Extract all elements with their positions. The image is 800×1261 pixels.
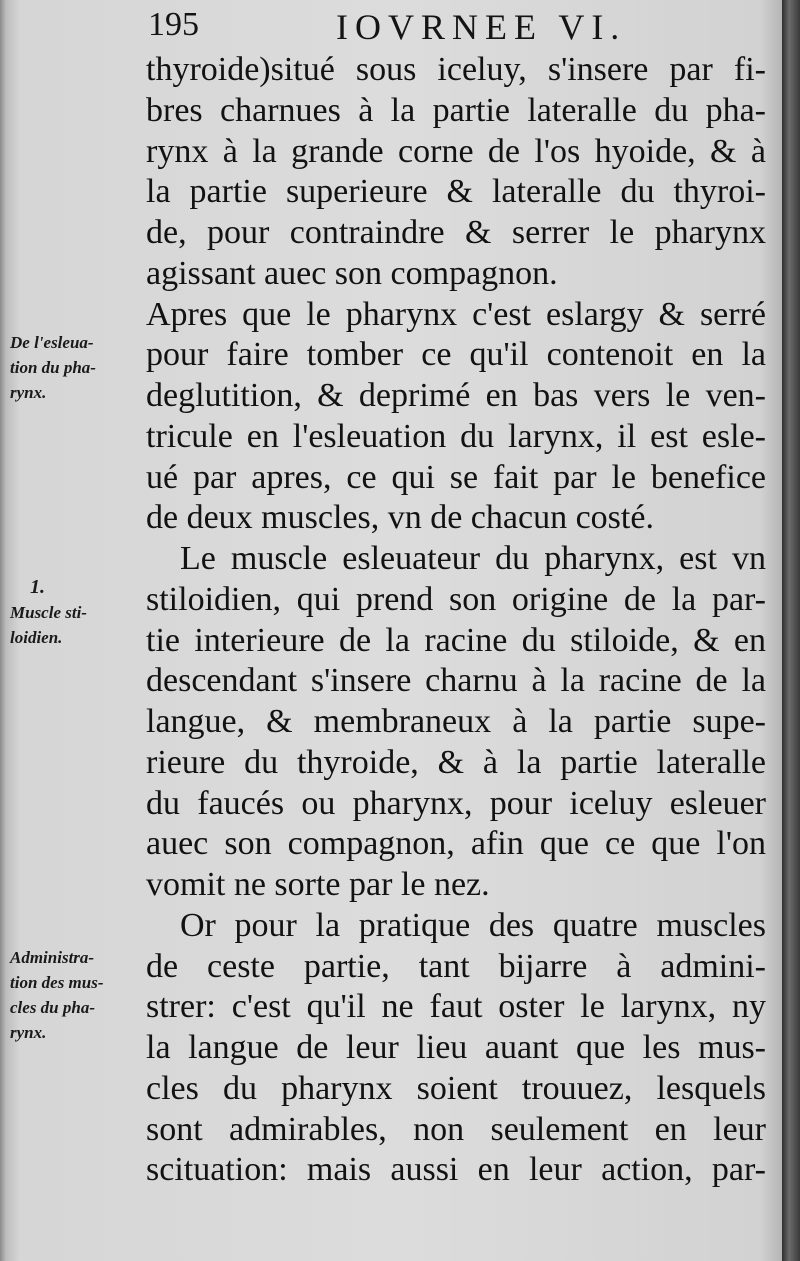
text-line: rieure du thyroide, & à la partie lateralle (146, 743, 766, 781)
marginal-note-line: loidien. (10, 628, 63, 647)
text-line: de, pour contraindre & serrer le pharynx (146, 214, 766, 251)
text-line: tie interieure de la racine du stiloide, & en (146, 621, 766, 659)
marginal-note-line: Muscle sti- (10, 603, 87, 622)
text-line: langue, & membraneux à la partie supe- (146, 703, 766, 740)
marginal-note-line: Administra- (10, 948, 95, 967)
marginal-note-line: De l'esleua- (10, 333, 94, 352)
text-line: la langue de leur lieu auant que les mus- (146, 1029, 766, 1066)
text-line: agissant auec son compagnon. (146, 254, 558, 292)
marginal-note (10, 945, 144, 1045)
text-line: bres charnues à la partie lateralle du pha- (146, 91, 766, 129)
text-line: thyroide)situé sous iceluy, s'insere par fi- (146, 51, 766, 88)
marginal-note-line: cles du pha- (10, 998, 95, 1017)
marginal-note-number: 1. (30, 576, 45, 598)
text-line: pour faire tomber ce qu'il contenoit en la (146, 336, 766, 374)
page-number: 195 (148, 6, 199, 43)
page-edge-shadow (782, 0, 800, 1261)
marginal-note (10, 330, 144, 405)
running-head (148, 6, 768, 50)
marginal-note-line: tion du pha- (10, 358, 96, 377)
text-line: Le muscle esleuateur du pharynx, est vn (180, 540, 766, 577)
text-line: du faucés ou pharynx, pour iceluy esleuer (146, 784, 766, 822)
text-line: rynx à la grande corne de l'os hyoide, & à (146, 132, 766, 170)
text-line: cles du pharynx soient trouuez, lesquels (146, 1069, 766, 1107)
text-line: ué par apres, ce qui se fait par le benefice (146, 458, 766, 496)
text-line: auec son compagnon, afin que ce que l'on (146, 825, 766, 863)
marginal-note-line: rynx. (10, 1023, 47, 1042)
text-line: scituation: mais aussi en leur action, par- (146, 1151, 766, 1189)
text-line: de ceste partie, tant bijarre à admini- (146, 947, 766, 985)
marginal-note (10, 575, 144, 650)
text-line: tricule en l'esleuation du larynx, il est esle- (146, 417, 766, 455)
marginal-note-line: rynx. (10, 383, 47, 402)
marginal-note-line: tion des mus- (10, 973, 104, 992)
body-text (146, 50, 766, 1191)
text-line: Apres que le pharynx c'est eslargy & serré (146, 295, 766, 333)
text-line: vomit ne sorte par le nez. (146, 866, 490, 903)
running-title: IOVRNEE VI. (336, 7, 627, 47)
text-line: strer: c'est qu'il ne faut oster le larynx, ny (146, 988, 766, 1026)
text-line: deglutition, & deprimé en bas vers le ven- (146, 377, 766, 414)
text-line: Or pour la pratique des quatre muscles (180, 906, 766, 944)
text-line: la partie superieure & lateralle du thyroi- (146, 173, 766, 211)
text-line: de deux muscles, vn de chacun costé. (146, 499, 654, 537)
text-line: sont admirables, non seulement en leur (146, 1110, 766, 1148)
text-line: stiloidien, qui prend son origine de la par- (146, 580, 766, 618)
text-line: descendant s'insere charnu à la racine de la (146, 662, 766, 700)
